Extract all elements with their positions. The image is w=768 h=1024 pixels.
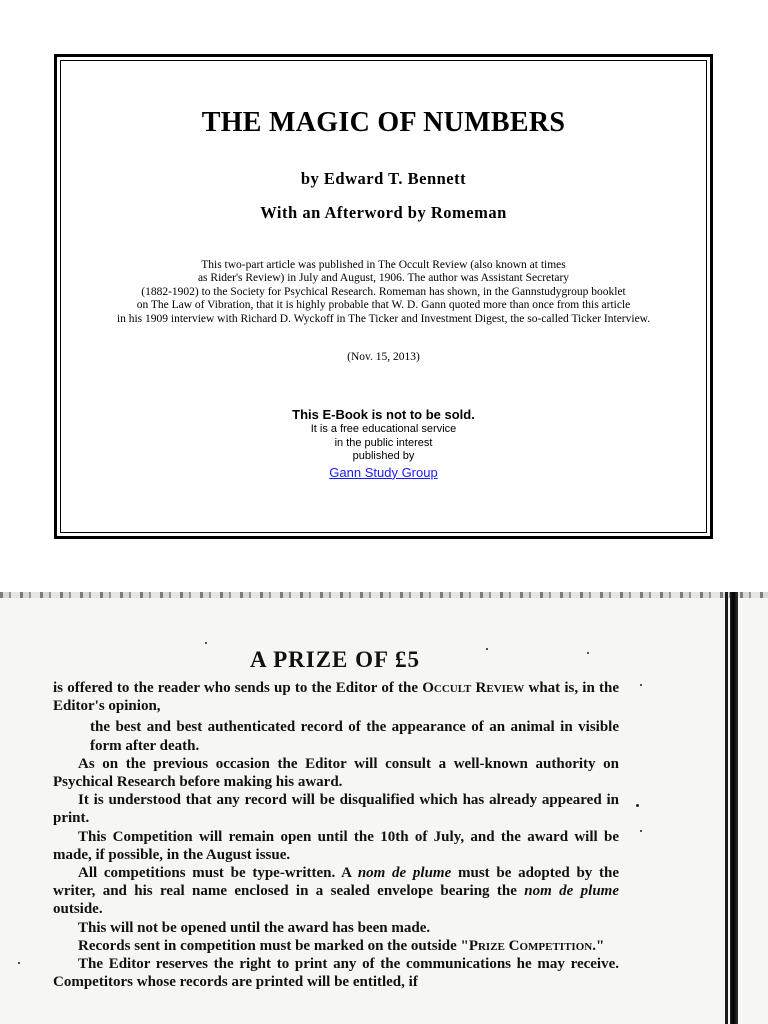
paragraph: the best and best authenticated record of the appearance of an animal in visible form after death. (90, 719, 619, 754)
description-line: (1882-1902) to the Society for Psychical Research. Romeman has shown, in the Gannstudygroup booklet (141, 285, 626, 298)
title-page-frame (54, 54, 713, 539)
scan-speck (640, 830, 642, 832)
scan-speck (636, 804, 639, 807)
notice-line: It is a free educational service (310, 423, 457, 435)
description-line: on The Law of Vibration, that it is highly probable that W. D. Gann quoted more than once from this article (136, 299, 631, 312)
notice-line: in the public interest (334, 436, 433, 449)
text-run: nom de plume (524, 883, 619, 900)
text-run: Prize Competition. (468, 937, 596, 954)
text-run: outside. (53, 901, 103, 918)
journal-name: Occult Review (422, 680, 525, 696)
description-line: as Rider's Review) in July and August, 1906. The author was Assistant Secretary (197, 272, 570, 285)
author-byline: by Edward T. Bennett (300, 169, 467, 188)
publication-date: (Nov. 15, 2013) (347, 351, 420, 363)
paragraph: The Editor reserves the right to print any of the communications he may receive. Competitors whose records are printed will be entitled, if (53, 956, 619, 991)
paragraph: This will not be opened until the award has been made. (78, 919, 431, 936)
description (61, 259, 706, 326)
scan-speck (205, 642, 207, 644)
text-run: what is, in the Editor's opinion, (53, 680, 619, 715)
scan-top-edge (0, 592, 768, 598)
notice-line: published by (352, 450, 415, 462)
paragraph: It is understood that any record will be disqualified which has already appeared in print. (53, 792, 619, 827)
notice-heading: This E-Book is not to be sold. (292, 407, 475, 422)
text-run: must be adopted by the writer, and his real name enclosed in a sealed envelope bearing the (53, 865, 620, 900)
text-run: Records sent in competition must be marked on the outside " (78, 937, 469, 954)
text-run: nom de plume (357, 865, 452, 882)
scan-binding-line (725, 592, 728, 1024)
scan-speck (640, 684, 642, 686)
paragraph: This Competition will remain open until the 10th of July, and the award will be made, if possible, in the August issue. (53, 828, 619, 863)
title-page-inner-border (60, 60, 707, 533)
prize-heading: A PRIZE OF £5 (250, 647, 420, 672)
text-run: is offered to the reader who sends up to the Editor of the (53, 680, 423, 696)
paragraph (53, 864, 619, 919)
book-title: THE MAGIC OF NUMBERS (201, 107, 566, 138)
scan-binding-edge (730, 592, 738, 1024)
description-line: This two-part article was published in The Occult Review (also known at times (201, 259, 566, 271)
paragraph (53, 679, 619, 715)
paragraph: As on the previous occasion the Editor will consult a well-known authority on Psychical Research before making his award. (53, 755, 619, 791)
gann-study-group-link[interactable]: Gann Study Group (329, 464, 438, 480)
paragraph (53, 937, 619, 955)
notice-block (61, 407, 706, 482)
afterword-line: With an Afterword by Romeman (260, 203, 507, 222)
prize-announcement (53, 679, 619, 991)
scanned-page (0, 592, 768, 1024)
text-run: " (595, 937, 605, 954)
text-run: All competitions must be type-written. A (78, 865, 358, 882)
scan-speck (18, 962, 20, 964)
description-line: in his 1909 interview with Richard D. Wyckoff in The Ticker and Investment Digest, the so-called Ticker Interview. (116, 312, 651, 325)
